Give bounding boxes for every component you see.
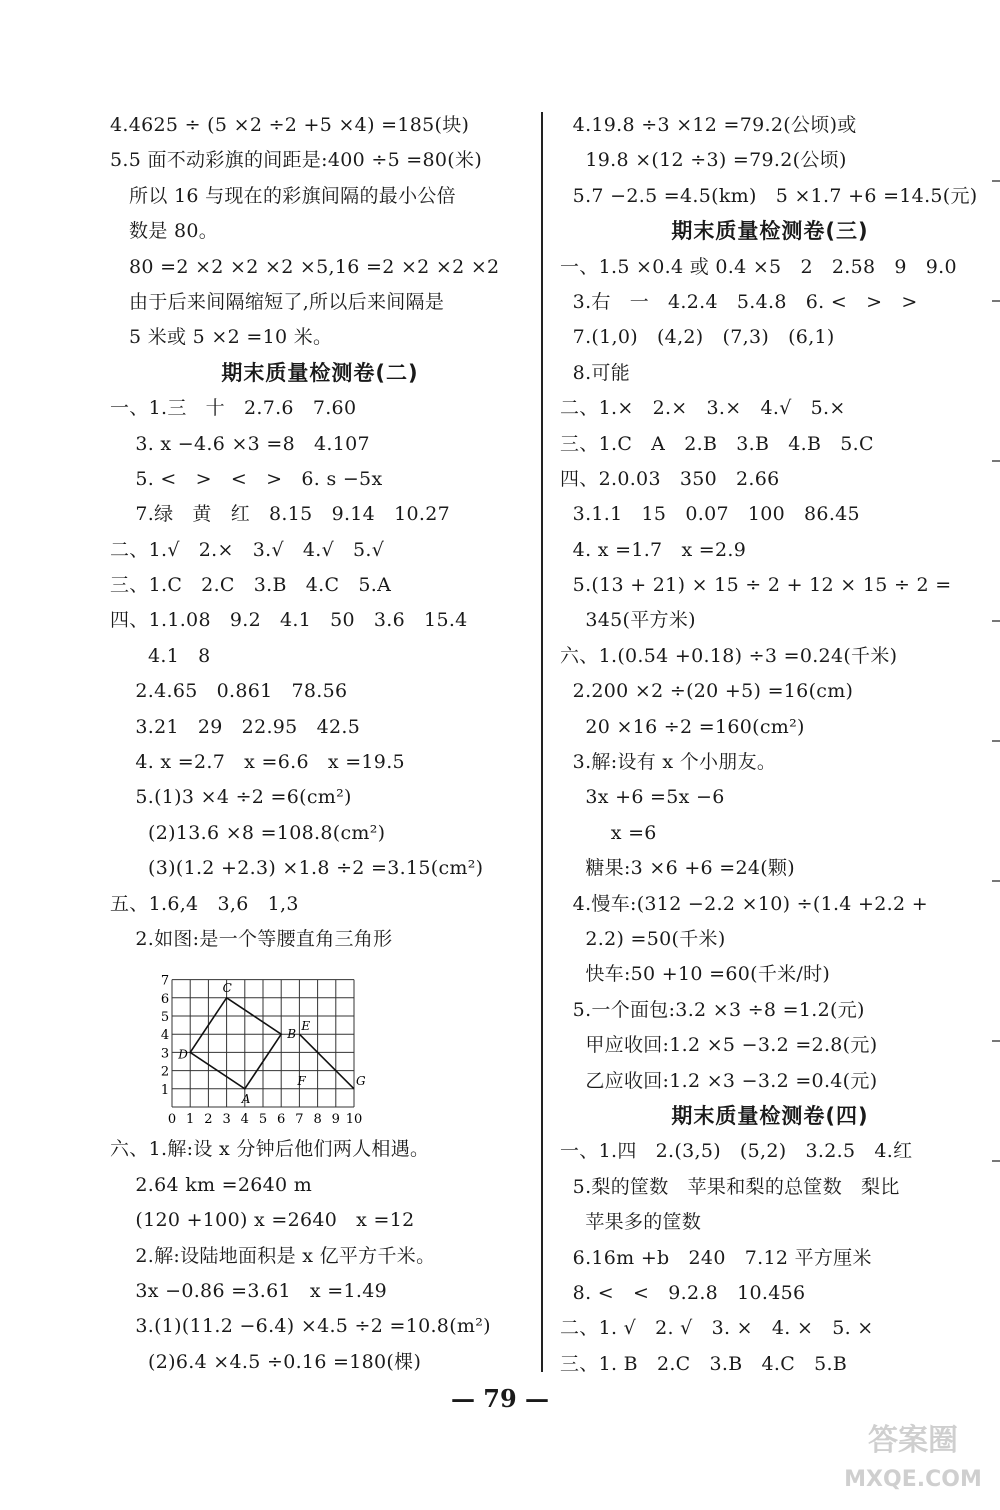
section-heading-exam-4: 期末质量检测卷(四) xyxy=(671,1103,869,1128)
answer-line: 5.一个面包:3.2 ×3 ÷8 =1.2(元) xyxy=(560,998,865,1021)
answer-line: 5.(13 + 21) × 15 ÷ 2 + 12 × 15 ÷ 2 = xyxy=(560,574,952,597)
point-label: B xyxy=(287,1027,297,1042)
right-column xyxy=(560,108,980,1382)
answer-line: 3.右 一 4.2.4 5.4.8 6. < > > xyxy=(560,290,918,313)
y-tick-label: 5 xyxy=(160,1010,170,1026)
y-tick-label: 1 xyxy=(160,1083,170,1099)
point-label: D xyxy=(178,1047,188,1062)
x-tick-label: 7 xyxy=(295,1112,304,1128)
point-label: C xyxy=(222,981,232,996)
point-label: A xyxy=(241,1092,251,1107)
answer-line: 三、1. B 2.C 3.B 4.C 5.B xyxy=(560,1352,848,1375)
svg-text:答案圈: 答案圈 xyxy=(868,1423,958,1458)
point-label: E xyxy=(301,1019,311,1034)
answer-line: 4. x =1.7 x =2.9 xyxy=(560,538,747,561)
answer-line: 5.7 −2.5 =4.5(km) 5 ×1.7 +6 =14.5(元) xyxy=(560,184,978,207)
x-tick-label: 10 xyxy=(345,1112,363,1128)
answer-line: 2.200 ×2 ÷(20 +5) =16(cm) xyxy=(560,680,854,703)
point-label: F xyxy=(297,1074,306,1089)
section-heading-exam-2: 期末质量检测卷(二) xyxy=(221,360,419,385)
answer-line: 一、1.四 2.(3,5) (5,2) 3.2.5 4.红 xyxy=(560,1140,913,1163)
answer-line: (2)6.4 ×4.5 ÷0.16 =180(棵) xyxy=(110,1350,422,1373)
answer-line: 苹果多的筐数 xyxy=(560,1211,702,1234)
watermark-logo xyxy=(838,1408,988,1498)
svg-text:MXQE.COM: MXQE.COM xyxy=(844,1467,982,1492)
x-tick-label: 1 xyxy=(186,1112,195,1128)
answer-line: 甲应收回:1.2 ×5 −3.2 =2.8(元) xyxy=(560,1034,878,1057)
answer-line: x =6 xyxy=(560,821,657,844)
answer-line: 所以 16 与现在的彩旗间隔的最小公倍 xyxy=(110,184,456,207)
coordinate-grid-svg xyxy=(150,957,370,1132)
answer-line: 一、1.三 十 2.7.6 7.60 xyxy=(110,397,357,420)
answer-line: 3.解:设有 x 个小朋友。 xyxy=(560,751,777,774)
answer-line: 19.8 ×(12 ÷3) =79.2(公顷) xyxy=(560,149,847,172)
answer-line: 一、1.5 ×0.4 或 0.4 ×5 2 2.58 9 9.0 xyxy=(560,255,957,278)
answer-line: 8. < < 9.2.8 10.456 xyxy=(560,1281,806,1304)
answer-line: 四、1.1.08 9.2 4.1 50 3.6 15.4 xyxy=(110,609,468,632)
answer-line: 5.(1)3 ×4 ÷2 =6(cm²) xyxy=(110,786,352,809)
answer-line: 快车:50 +10 =60(千米/时) xyxy=(560,963,831,986)
x-tick-label: 5 xyxy=(258,1112,268,1128)
left-column xyxy=(110,108,530,1380)
answer-line: 3.1.1 15 0.07 100 86.45 xyxy=(560,503,860,526)
answer-line: 二、1.√ 2.× 3.√ 4.√ 5.√ xyxy=(110,538,385,561)
answer-line: 4. x =2.7 x =6.6 x =19.5 xyxy=(110,751,405,774)
answer-line: (3)(1.2 +2.3) ×1.8 ÷2 =3.15(cm²) xyxy=(110,857,484,880)
answer-line: 三、1.C A 2.B 3.B 4.B 5.C xyxy=(560,432,874,455)
y-tick-label: 2 xyxy=(160,1064,170,1080)
y-tick-label: 6 xyxy=(160,992,170,1008)
x-tick-label: 3 xyxy=(222,1112,231,1128)
y-tick-label: 7 xyxy=(160,973,170,989)
answer-line: 345(平方米) xyxy=(560,609,696,632)
point-label: G xyxy=(356,1074,366,1089)
section-heading-exam-3: 期末质量检测卷(三) xyxy=(671,219,869,244)
answer-line: 五、1.6,4 3,6 1,3 xyxy=(110,892,299,915)
answer-line: 2.如图:是一个等腰直角三角形 xyxy=(110,927,393,950)
answer-line: 乙应收回:1.2 ×3 −3.2 =0.4(元) xyxy=(560,1069,878,1092)
answer-line: 4.慢车:(312 −2.2 ×10) ÷(1.4 +2.2 + xyxy=(560,892,928,915)
answer-line: 糖果:3 ×6 +6 =24(颗) xyxy=(560,857,796,880)
answer-line: 六、1.(0.54 +0.18) ÷3 =0.24(千米) xyxy=(560,644,898,667)
answer-line: 20 ×16 ÷2 =160(cm²) xyxy=(560,715,805,738)
answer-line: 数是 80。 xyxy=(110,220,219,243)
answer-line: 三、1.C 2.C 3.B 4.C 5.A xyxy=(110,574,392,597)
answer-line: 6.16m +b 240 7.12 平方厘米 xyxy=(560,1246,872,1269)
answer-line: 2.2) =50(千米) xyxy=(560,927,726,950)
answer-line: 二、1.× 2.× 3.× 4.√ 5.× xyxy=(560,397,846,420)
answer-line: 2.4.65 0.861 78.56 xyxy=(110,680,348,703)
answer-line: 2.64 km =2640 m xyxy=(110,1173,313,1196)
answer-line: 5.梨的筐数 苹果和梨的总筐数 梨比 xyxy=(560,1175,900,1198)
x-tick-label: 0 xyxy=(167,1112,177,1128)
answer-line: 3.(1)(11.2 −6.4) ×4.5 ÷2 =10.8(m²) xyxy=(110,1315,491,1338)
answer-line: 7.绿 黄 红 8.15 9.14 10.27 xyxy=(110,503,450,526)
answer-line: 5.5 面不动彩旗的间距是:400 ÷5 =80(米) xyxy=(110,149,483,172)
answer-line: 8.可能 xyxy=(560,361,631,384)
square-shape xyxy=(190,998,281,1089)
answer-line: 7.(1,0) (4,2) (7,3) (6,1) xyxy=(560,326,835,349)
answer-line: 4.4625 ÷ (5 ×2 ÷2 +5 ×4) =185(块) xyxy=(110,114,470,136)
x-tick-label: 9 xyxy=(331,1112,340,1128)
page-number: — 79 — xyxy=(450,1384,550,1413)
answer-line: 5. < > < > 6. s −5x xyxy=(110,467,383,490)
answer-line: 5 米或 5 ×2 =10 米。 xyxy=(110,326,333,349)
answer-line: (2)13.6 ×8 =108.8(cm²) xyxy=(110,821,386,844)
answer-line: 4.1 8 xyxy=(110,644,211,667)
triangle-edge xyxy=(299,1035,354,1090)
answer-line: 四、2.0.03 350 2.66 xyxy=(560,467,780,490)
answer-line: 由于后来间隔缩短了,所以后来间隔是 xyxy=(110,290,445,313)
answer-line: 二、1. √ 2. √ 3. × 4. × 5. × xyxy=(560,1317,874,1340)
x-tick-label: 8 xyxy=(313,1112,322,1128)
y-tick-label: 3 xyxy=(160,1046,170,1062)
answer-line: 80 =2 ×2 ×2 ×2 ×5,16 =2 ×2 ×2 ×2 xyxy=(110,255,500,278)
answer-line: 六、1.解:设 x 分钟后他们两人相遇。 xyxy=(110,1138,430,1161)
answer-line: 4.19.8 ÷3 ×12 =79.2(公顷)或 xyxy=(560,114,857,136)
answer-line: 3. x −4.6 ×3 =8 4.107 xyxy=(110,432,370,455)
column-divider xyxy=(541,112,543,1372)
grid-figure xyxy=(110,957,530,1132)
answer-line: 3x +6 =5x −6 xyxy=(560,786,725,809)
y-tick-label: 4 xyxy=(160,1028,170,1044)
answer-line: 3.21 29 22.95 42.5 xyxy=(110,715,361,738)
x-tick-label: 2 xyxy=(204,1112,213,1128)
answer-line: 3x −0.86 =3.61 x =1.49 xyxy=(110,1279,387,1302)
page-edge-marks xyxy=(988,180,1000,1180)
answer-line: 2.解:设陆地面积是 x 亿平方千米。 xyxy=(110,1244,436,1267)
x-tick-label: 4 xyxy=(240,1112,249,1128)
answer-line: (120 +100) x =2640 x =12 xyxy=(110,1209,415,1232)
x-tick-label: 6 xyxy=(277,1112,286,1128)
